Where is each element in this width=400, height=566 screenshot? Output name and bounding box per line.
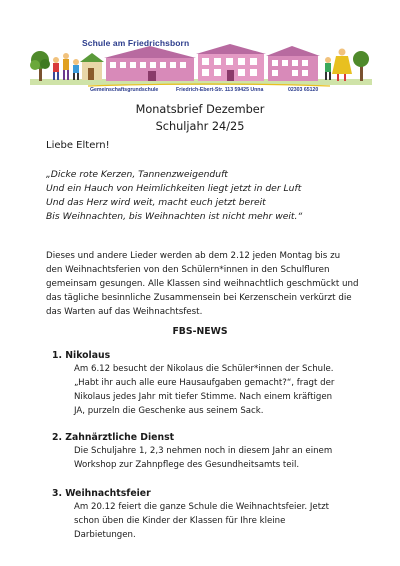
poem-line: Und ein Hauch von Heimlichkeiten liegt jetzt in der Luft [46, 182, 302, 194]
news-item-body [74, 501, 329, 543]
news-item-dental-service [52, 432, 332, 473]
children-right-icon [325, 49, 352, 82]
school-phone: 02303 65120 [288, 87, 319, 93]
body-line: Darbietungen. [74, 529, 136, 540]
intro-line: gemeinsam gesungen. Alle Klassen sind weihnachtlich geschmückt und [46, 278, 359, 289]
body-line: Workshop zur Zahnpflege des Gesundheitsamts teil. [74, 459, 300, 470]
greeting: Liebe Eltern! [46, 140, 110, 151]
letter-subtitle: Schuljahr 24/25 [155, 120, 245, 133]
body-line: Nikolaus jedes Jahr mit tiefer Stimme. Nach einem kräftigen [74, 391, 333, 402]
tree-left-icon [30, 51, 50, 81]
poem-line: „Dicke rote Kerzen, Tannenzweigenduft [46, 169, 228, 180]
news-item-heading: 2. Zahnärztliche Dienst [52, 432, 175, 443]
school-type: Gemeinschaftsgrundschule [90, 87, 159, 93]
hut-icon [80, 53, 104, 80]
school-address: Friedrich-Ebert-Str. 113 59425 Unna [176, 87, 264, 93]
school-name: Schule am Friedrichsborn [82, 38, 190, 48]
body-line: „Habt ihr auch alle eure Hausaufgaben gemacht?“, fragt der [74, 377, 335, 388]
body-line: Am 6.12 besucht der Nikolaus die Schüler*innen der Schule. [74, 364, 334, 374]
news-item-heading: 3. Weihnachtsfeier [52, 488, 151, 499]
poem-block [46, 168, 302, 224]
news-item-nikolaus [52, 350, 334, 419]
children-left-icon [53, 53, 79, 80]
news-item-heading: 1. Nikolaus [52, 350, 111, 361]
news-item-christmas-party [52, 488, 329, 543]
news-item-body [74, 363, 334, 419]
school-header-banner [30, 38, 372, 100]
intro-line: Dieses und andere Lieder werden ab dem 2.12 jeden Montag bis zu [46, 251, 341, 261]
intro-paragraph [46, 250, 376, 320]
intro-line: das tägliche besinnliche Zusammensein bei Kerzenschein verkürzt die [46, 292, 352, 303]
poem-line: Und das Herz wird weit, macht euch jetzt bereit [46, 196, 266, 208]
letter-title: Monatsbrief Dezember [135, 103, 265, 116]
school-building-icon [104, 44, 320, 81]
body-line: schon üben die Kinder der Klassen für Ihre kleine [74, 515, 286, 526]
news-heading: FBS-NEWS [172, 326, 228, 337]
poem-line: Bis Weihnachten, bis Weihnachten ist nicht mehr weit.“ [46, 210, 303, 222]
body-line: JA, purzeln die Geschenke aus seinem Sack. [74, 405, 264, 416]
news-item-body [74, 445, 332, 473]
tree-right-icon [353, 51, 369, 81]
body-line: Die Schuljahre 1, 2,3 nehmen noch in diesem Jahr an einem [74, 446, 333, 456]
intro-line: das Warten auf das Weihnachtsfest. [46, 306, 203, 317]
body-line: Am 20.12 feiert die ganze Schule die Weihnachtsfeier. Jetzt [74, 502, 329, 512]
intro-line: den Weihnachtsferien von den Schülern*innen in den Schulfluren [46, 264, 330, 275]
